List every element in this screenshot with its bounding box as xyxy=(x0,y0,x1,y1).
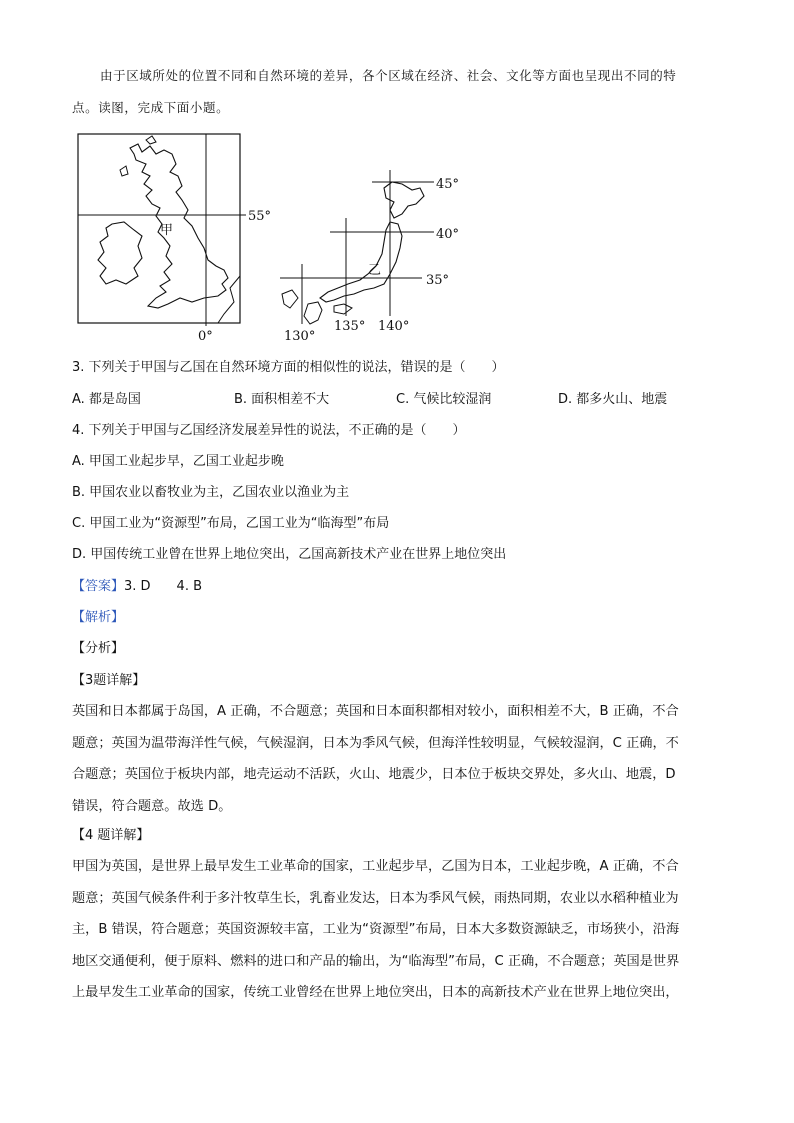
q3-option-a: A. 都是岛国 xyxy=(72,392,141,407)
label-lon-130: 130° xyxy=(284,329,316,344)
detail3-line: 英国和日本都属于岛国，A 正确，不合题意；英国和日本面积都相对较小，面积相差不大，B 正确，不合 xyxy=(72,704,679,719)
answer-row xyxy=(72,577,202,597)
q3-option-c: C. 气候比较湿润 xyxy=(396,392,492,407)
label-lon-0: 0° xyxy=(198,329,213,344)
maps-figure xyxy=(72,126,472,348)
answer-label: 【答案】 xyxy=(72,579,125,594)
detail3-paragraph xyxy=(72,696,724,822)
intro-line-2: 点。读图，完成下面小题。 xyxy=(72,100,230,115)
label-yi: 乙 xyxy=(368,263,382,278)
q3-option-b: B. 面积相差不大 xyxy=(234,392,330,407)
q3-option-d: D. 都多火山、地震 xyxy=(558,392,668,407)
map-japan xyxy=(280,170,459,344)
q3-stem: 3. 下列关于甲国与乙国在自然环境方面的相似性的说法，错误的是（ ） xyxy=(72,360,505,375)
detail3-line: 错误，符合题意。故选 D。 xyxy=(72,798,232,814)
detail4-line: 甲国为英国，是世界上最早发生工业革命的国家，工业起步早，乙国为日本，工业起步晚，A 正确，不合 xyxy=(72,859,679,874)
map-uk-frame xyxy=(78,134,240,323)
detail4-paragraph xyxy=(72,851,724,1009)
detail4-line: 主，B 错误，符合题意；英国资源较丰富，工业为“资源型”布局，日本大多数资源缺乏，市场狭小，沿海 xyxy=(72,922,680,938)
great-britain-outline xyxy=(130,144,228,308)
detail4-line: 地区交通便利，便于原料、燃料的进口和产品的输出，为“临海型”布局，C 正确，不合题意；英国是世界 xyxy=(72,953,680,969)
label-lat-55: 55° xyxy=(248,209,272,224)
answer-text: 3. D 4. B xyxy=(124,579,203,594)
q4-option-d: D. 甲国传统工业曾在世界上地位突出，乙国高新技术产业在世界上地位突出 xyxy=(72,547,507,562)
detail3-line: 题意；英国为温带海洋性气候，气候湿润，日本为季风气候，但海洋性较明显，气候较湿润，C 正确，不 xyxy=(72,735,679,751)
kyushu-outline xyxy=(304,302,322,324)
q4-option-a: A. 甲国工业起步早，乙国工业起步晚 xyxy=(72,454,284,469)
label-lat-40: 40° xyxy=(436,227,460,242)
shikoku-outline xyxy=(334,304,352,314)
intro-line-1: 由于区域所处的位置不同和自然环境的差异，各个区域在经济、社会、文化等方面也呈现出不同的特 xyxy=(100,68,677,83)
label-lat-35: 35° xyxy=(426,273,450,288)
detail3-line: 合题意；英国位于板块内部，地壳运动不活跃，火山、地震少，日本位于板块交界处，多火山、地震，D xyxy=(72,767,676,783)
q4-option-b: B. 甲国农业以畜牧业为主，乙国农业以渔业为主 xyxy=(72,485,350,500)
label-lat-45: 45° xyxy=(436,177,460,192)
label-lon-135: 135° xyxy=(334,319,366,334)
analysis-label: 【解析】 xyxy=(72,610,125,625)
detail4-label: 【4 题详解】 xyxy=(72,828,150,843)
label-jia: 甲 xyxy=(160,223,174,238)
detail4-line: 题意；英国气候条件利于多汁牧草生长，乳畜业发达，日本为季风气候，雨热同期，农业以水稻种植业为 xyxy=(72,890,679,906)
detail4-line: 上最早发生工业革命的国家，传统工业曾经在世界上地位突出，日本的高新技术产业在世界上地位突出， xyxy=(72,985,679,1001)
fenxi-label: 【分析】 xyxy=(72,641,125,656)
ireland-outline xyxy=(98,222,142,284)
label-lon-140: 140° xyxy=(378,319,410,334)
q4-option-c: C. 甲国工业为“资源型”布局，乙国工业为“临海型”布局 xyxy=(72,516,390,531)
detail3-label: 【3题详解】 xyxy=(72,673,146,688)
map-uk xyxy=(78,134,271,344)
q4-stem: 4. 下列关于甲国与乙国经济发展差异性的说法，不正确的是（ ） xyxy=(72,423,466,438)
